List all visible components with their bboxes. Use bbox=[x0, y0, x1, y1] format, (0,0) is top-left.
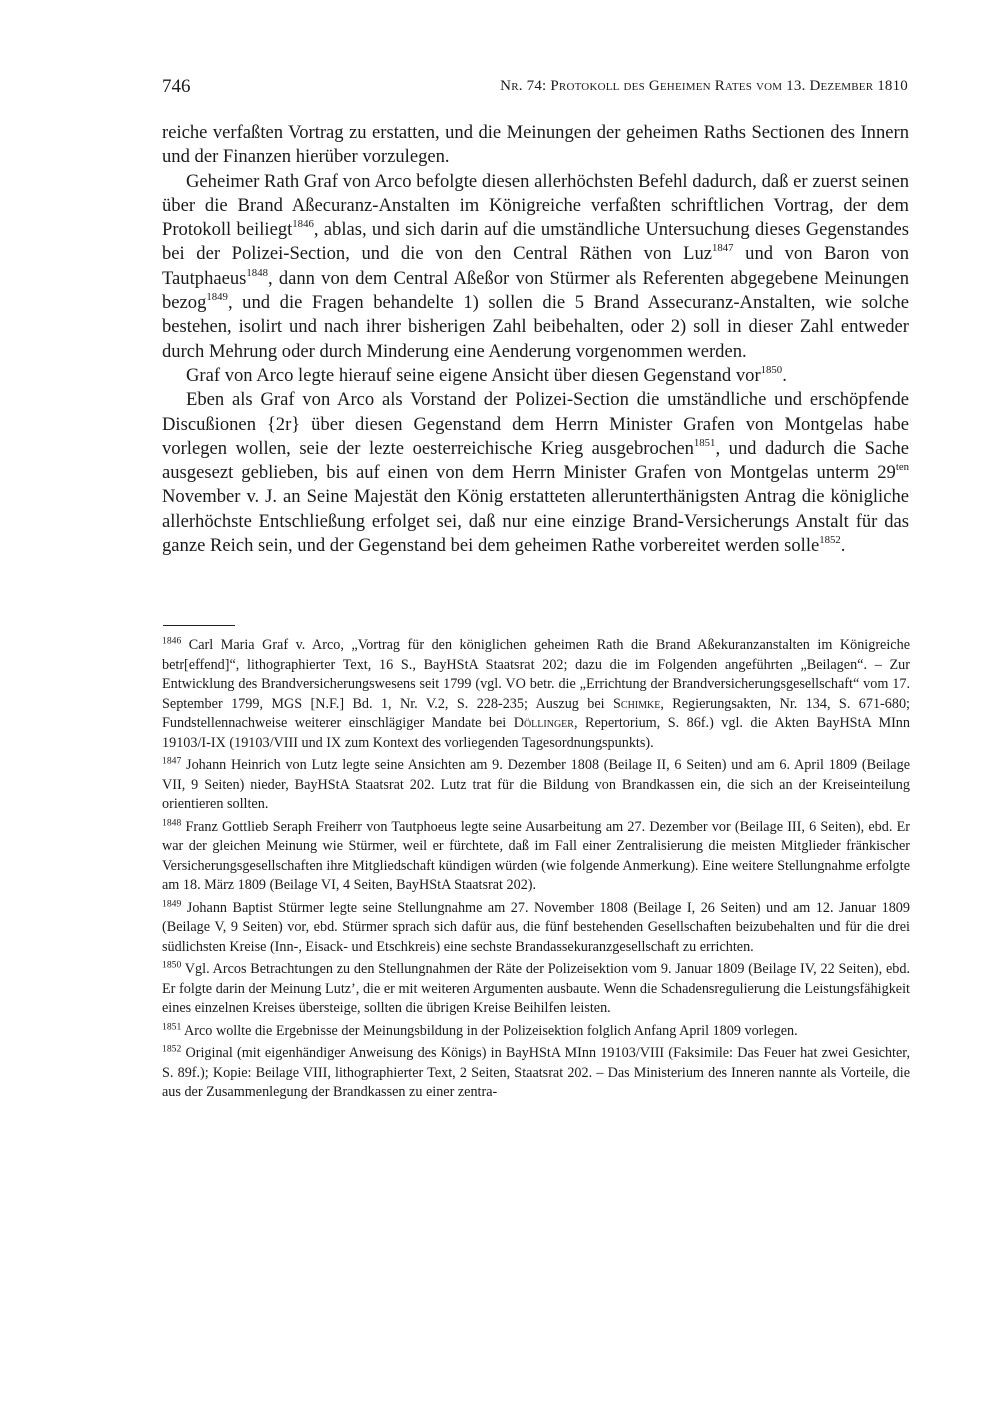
footnote-1852: $^{1852}$ Original (mit eigenhändiger Anweisung des Königs) in BayHStA MInn 19103/VIII (Faksimile: Das Feuer hat zwei Gesichter, S. 89f.); Kopie: Beilage VIII, lithographierter Text, 2 Seiten, Staatsrat 202. – Das Ministerium des Inneren nannte als Vorteile, die aus der Zusammenlegung der Brandkassen zu einer zentra- bbox=[162, 1043, 910, 1100]
paragraph-1: reiche verfaßten Vortrag zu erstatten, und die Meinungen der geheimen Raths Sectionen des Innern und der Finanzen hierüber vorzulegen. bbox=[162, 122, 909, 168]
footnote-1848: $^{1848}$ Franz Gottlieb Seraph Freiherr von Tautphoeus legte seine Ausarbeitung am 27. Dezember vor (Beilage III, 6 Seiten), ebd. Er war der gleichen Meinung wie Stürmer, weil er fürchtete, daß im Fall einer Zentralisierung die meisten Mitglieder fränkischer Versicherungsgesellschaften ihre Mitgliedschaft kündigen würden (wie folgende Anmerkung). Eine weitere Stellungnahme erfolgte am 18. März 1809 (Beilage VI, 4 Seiten, BayHStA Staatsrat 202). bbox=[162, 817, 910, 893]
footnote-1849: $^{1849}$ Johann Baptist Stürmer legte seine Stellungnahme am 27. November 1808 (Beilage I, 26 Seiten) und am 12. Januar 1809 (Beilage V, 9 Seiten) vor, ebd. Stürmer sprach sich dafür aus, die fünf bestehenden Gesellschaften beizubehalten und für die drei südlichsten Kreise (Inn-, Eisack- und Etschkreis) eine sechste Brandassekuranzgesellschaft zu errichten. bbox=[162, 898, 910, 955]
page-header bbox=[162, 76, 908, 100]
ordinal-superscript: ten bbox=[895, 461, 909, 474]
footnote-1851: $^{1851}$ Arco wollte die Ergebnisse der Meinungsbildung in der Polizeisektion folglich Anfang April 1809 vorlegen. bbox=[162, 1021, 798, 1039]
page-number: 746 bbox=[162, 76, 191, 97]
footnote-1847: $^{1847}$ Johann Heinrich von Lutz legte seine Ansichten am 9. Dezember 1808 (Beilage II, 6 Seiten) und am 6. April 1809 (Beilage VII, 9 Seiten) nieder, BayHStA Staatsrat 202. Lutz trat für die Bildung von Brandkassen ein, die sich an der Kreiseinteilung orientieren sollten. bbox=[162, 755, 910, 812]
main-text bbox=[162, 121, 909, 558]
footnotes bbox=[162, 636, 910, 1106]
paragraph-2: Geheimer Rath Graf von Arco befolgte diesen allerhöchsten Befehl dadurch, daß er zuerst seinen über die Brand Aßecuranz-Anstalten im Königreiche verfaßten schriftlichen Vortrag, der dem Protokoll beiliegt$^{1846}$, ablas, und sich darin auf die umständliche Untersuchung dieses Gegenstandes bei der Polizei-Section, und die von den Central Räthen von Luz$^{1847}$ und von Baron von Tautphaeus$^{1848}$, dann von dem Central Aßeßor von Stürmer als Referenten abgegebene Meinungen bezog$^{1849}$, und die Fragen behandelte 1) sollen die 5 Brand Assecuranz-Anstalten, wie solche bestehen, isolirt und nach ihrer bisherigen Zahl beibehalten, oder 2) soll in dieser Zahl entweder durch Mehrung oder durch Minderung eine Aenderung vorgenommen werden. bbox=[162, 170, 909, 362]
footnote-ref-1849[interactable]: 1849 bbox=[206, 291, 228, 304]
footnote-1846: $^{1846}$ Carl Maria Graf v. Arco, „Vortrag für den königlichen geheimen Rath die Brand Aßekuranzanstalten im Königreiche betr[effend]“, lithographierter Text, 16 S., BayHStA Staatsrat 202; dazu die im Folgenden angeführten „Beilagen“. – Zur Entwicklung des Brandversicherungswesens seit 1799 (vgl. VO betr. die „Errichtung der Brandversicherungsgesellschaft“ vom 17. September 1799, MGS [N.F.] Bd. 1, Nr. V.2, S. 228-235; Auszug bei Schimke, Regierungsakten, Nr. 134, S. 671-680; Fundstellennachweise weiterer einschlägiger Mandate bei Döllinger, Repertorium, S. 86f.) vgl. die Akten BayHStA MInn 19103/I-IX (19103/VIII und IX zum Kontext des vorliegenden Tagesordnungspunkts). bbox=[162, 635, 910, 751]
footnote-ref-1852[interactable]: 1852 bbox=[819, 534, 841, 547]
paragraph-4: Eben als Graf von Arco als Vorstand der Polizei-Section die umständliche und erschöpfende Discußionen {2r} über diesen Gegenstand dem Herrn Minister Grafen von Montgelas habe vorlegen wollen, seie der lezte oesterreichische Krieg ausgebrochen$^{1851}$, und dadurch die Sache ausgesezt geblieben, bis auf einen von dem Herrn Minister Grafen von Montgelas unterm $29^{ten}$ November v. J. an Seine Majestät den König erstatteten allerunterthänigsten Antrag die königliche allerhöchste Entschließung erfolget sei, daß nur eine einzige Brand-Versicherungs Anstalt für das ganze Reich sein, und der Gegenstand bei dem geheimen Rathe vorbereitet werden solle$^{1852}$. bbox=[162, 389, 909, 557]
footnote-ref-1848[interactable]: 1848 bbox=[246, 267, 268, 280]
footnote-ref-1851[interactable]: 1851 bbox=[693, 437, 716, 450]
footnote-1850: $^{1850}$ Vgl. Arcos Betrachtungen zu den Stellungnahmen der Räte der Polizeisektion vom 9. Januar 1809 (Beilage IV, 22 Seiten), ebd. Er folgte darin der Meinung Lutz’, die er mit weiteren Argumenten ausbaute. Wenn die Schadensregulierung die Leistungsfähigkeit eines einzelnen Kreises übersteige, sollten die übrigen Kreise Beihilfen leisten. bbox=[162, 959, 910, 1016]
paragraph-3: Graf von Arco legte hierauf seine eigene Ansicht über diesen Gegenstand vor$^{1850}$. bbox=[186, 364, 787, 386]
footnote-ref-1850[interactable]: 1850 bbox=[760, 364, 783, 377]
footnote-ref-1847[interactable]: 1847 bbox=[712, 242, 734, 255]
footnote-separator bbox=[163, 625, 235, 626]
running-head: Nr. 74: Protokoll des Geheimen Rates vom 13. Dezember 1810 bbox=[500, 78, 908, 94]
footnote-ref-1846[interactable]: 1846 bbox=[292, 218, 314, 231]
